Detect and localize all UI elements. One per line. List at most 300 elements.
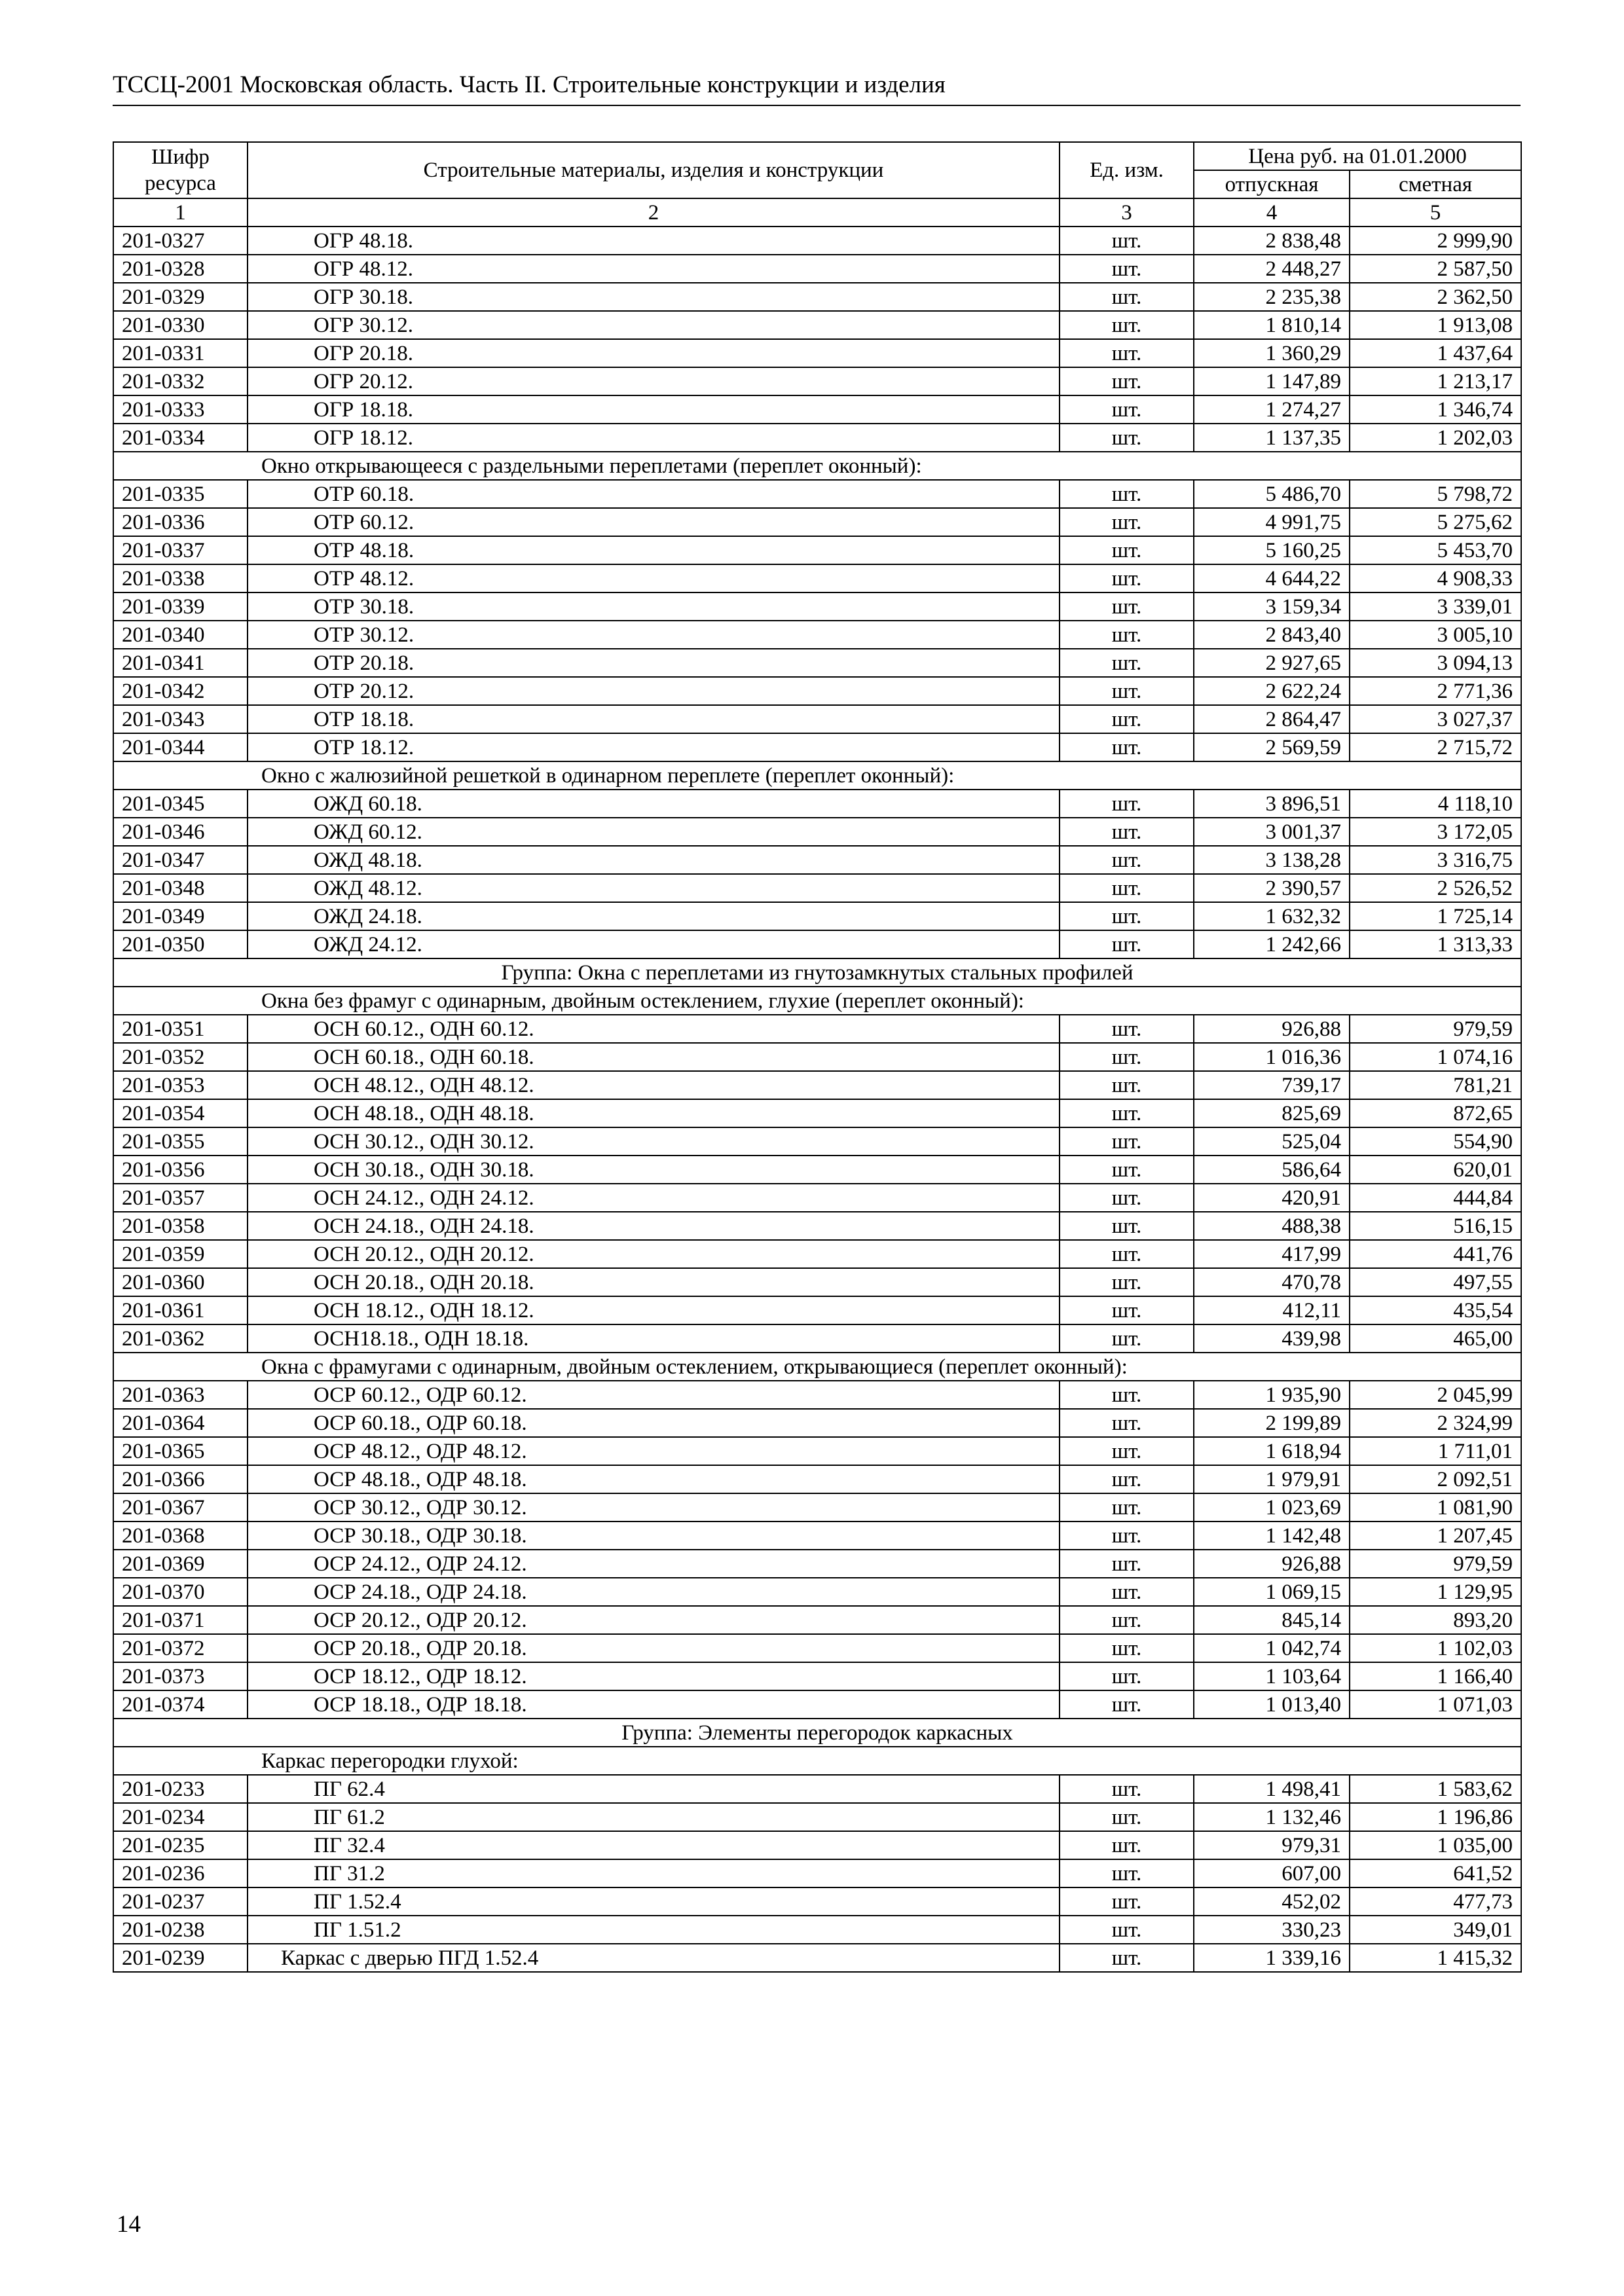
estimate-price: 477,73 bbox=[1350, 1887, 1521, 1916]
release-price: 739,17 bbox=[1194, 1071, 1350, 1099]
unit-of-measure: шт. bbox=[1060, 1803, 1194, 1831]
item-name: ОСР 18.12., ОДР 18.12. bbox=[248, 1662, 1060, 1690]
table-row bbox=[113, 1578, 1521, 1606]
subgroup-heading-row bbox=[113, 987, 1521, 1015]
table-row bbox=[113, 564, 1521, 592]
unit-of-measure: шт. bbox=[1060, 367, 1194, 395]
unit-of-measure: шт. bbox=[1060, 536, 1194, 564]
subgroup-heading-row bbox=[113, 452, 1521, 480]
estimate-price: 1 415,32 bbox=[1350, 1944, 1521, 1972]
item-name: ОТР 18.18. bbox=[248, 705, 1060, 733]
item-name: ОТР 60.12. bbox=[248, 508, 1060, 536]
subgroup-heading: Окна с фрамугами с одинарным, двойным остеклением, открывающиеся (переплет оконный): bbox=[113, 1353, 1521, 1381]
release-price: 420,91 bbox=[1194, 1184, 1350, 1212]
item-name: ОГР 48.18. bbox=[248, 227, 1060, 255]
resource-code: 201-0370 bbox=[113, 1578, 248, 1606]
resource-code: 201-0372 bbox=[113, 1634, 248, 1662]
release-price: 1 103,64 bbox=[1194, 1662, 1350, 1690]
estimate-price: 5 798,72 bbox=[1350, 480, 1521, 508]
column-number: 2 bbox=[248, 198, 1060, 227]
item-name: ОЖД 60.18. bbox=[248, 790, 1060, 818]
subgroup-heading: Окна без фрамуг с одинарным, двойным остеклением, глухие (переплет оконный): bbox=[113, 987, 1521, 1015]
resource-code: 201-0334 bbox=[113, 424, 248, 452]
table-row bbox=[113, 1775, 1521, 1803]
item-name: ОСН 20.12., ОДН 20.12. bbox=[248, 1240, 1060, 1268]
table-row bbox=[113, 733, 1521, 761]
table-row bbox=[113, 1212, 1521, 1240]
release-price: 2 569,59 bbox=[1194, 733, 1350, 761]
subgroup-heading: Каркас перегородки глухой: bbox=[113, 1747, 1521, 1775]
unit-of-measure: шт. bbox=[1060, 1550, 1194, 1578]
table-row bbox=[113, 1550, 1521, 1578]
resource-code: 201-0233 bbox=[113, 1775, 248, 1803]
item-name: ОГР 48.12. bbox=[248, 255, 1060, 283]
estimate-price: 2 999,90 bbox=[1350, 227, 1521, 255]
release-price: 1 632,32 bbox=[1194, 902, 1350, 930]
release-price: 1 042,74 bbox=[1194, 1634, 1350, 1662]
subgroup-heading: Окно с жалюзийной решеткой в одинарном переплете (переплет оконный): bbox=[113, 761, 1521, 790]
item-name: ОСР 20.12., ОДР 20.12. bbox=[248, 1606, 1060, 1634]
table-row bbox=[113, 1099, 1521, 1127]
release-price: 1 979,91 bbox=[1194, 1465, 1350, 1493]
header-code: Шифр ресурса bbox=[113, 142, 248, 198]
table-row bbox=[113, 367, 1521, 395]
resource-code: 201-0368 bbox=[113, 1522, 248, 1550]
resource-code: 201-0343 bbox=[113, 705, 248, 733]
resource-code: 201-0348 bbox=[113, 874, 248, 902]
header-unit: Ед. изм. bbox=[1060, 142, 1194, 198]
resource-code: 201-0338 bbox=[113, 564, 248, 592]
estimate-price: 516,15 bbox=[1350, 1212, 1521, 1240]
unit-of-measure: шт. bbox=[1060, 1578, 1194, 1606]
estimate-price: 2 362,50 bbox=[1350, 283, 1521, 311]
unit-of-measure: шт. bbox=[1060, 424, 1194, 452]
table-row bbox=[113, 1184, 1521, 1212]
resource-code: 201-0237 bbox=[113, 1887, 248, 1916]
estimate-price: 1 035,00 bbox=[1350, 1831, 1521, 1859]
table-row bbox=[113, 227, 1521, 255]
release-price: 926,88 bbox=[1194, 1550, 1350, 1578]
unit-of-measure: шт. bbox=[1060, 677, 1194, 705]
item-name: ОСН 18.12., ОДН 18.12. bbox=[248, 1296, 1060, 1324]
unit-of-measure: шт. bbox=[1060, 818, 1194, 846]
resource-code: 201-0329 bbox=[113, 283, 248, 311]
release-price: 470,78 bbox=[1194, 1268, 1350, 1296]
unit-of-measure: шт. bbox=[1060, 480, 1194, 508]
group-heading-row bbox=[113, 958, 1521, 987]
estimate-price: 4 908,33 bbox=[1350, 564, 1521, 592]
unit-of-measure: шт. bbox=[1060, 1465, 1194, 1493]
table-row bbox=[113, 1916, 1521, 1944]
unit-of-measure: шт. bbox=[1060, 1437, 1194, 1465]
table-row bbox=[113, 395, 1521, 424]
item-name: ОТР 48.18. bbox=[248, 536, 1060, 564]
release-price: 2 843,40 bbox=[1194, 621, 1350, 649]
item-name: ПГ 31.2 bbox=[248, 1859, 1060, 1887]
resource-code: 201-0341 bbox=[113, 649, 248, 677]
release-price: 525,04 bbox=[1194, 1127, 1350, 1156]
unit-of-measure: шт. bbox=[1060, 1071, 1194, 1099]
unit-of-measure: шт. bbox=[1060, 1409, 1194, 1437]
release-price: 845,14 bbox=[1194, 1606, 1350, 1634]
unit-of-measure: шт. bbox=[1060, 1775, 1194, 1803]
release-price: 1 810,14 bbox=[1194, 311, 1350, 339]
table-body bbox=[113, 227, 1521, 1972]
table-row bbox=[113, 1803, 1521, 1831]
resource-code: 201-0352 bbox=[113, 1043, 248, 1071]
resource-code: 201-0364 bbox=[113, 1409, 248, 1437]
resource-code: 201-0347 bbox=[113, 846, 248, 874]
unit-of-measure: шт. bbox=[1060, 790, 1194, 818]
estimate-price: 872,65 bbox=[1350, 1099, 1521, 1127]
group-heading: Группа: Окна с переплетами из гнутозамкнутых стальных профилей bbox=[113, 958, 1521, 987]
table-row bbox=[113, 1662, 1521, 1690]
item-name: ОГР 18.18. bbox=[248, 395, 1060, 424]
release-price: 2 622,24 bbox=[1194, 677, 1350, 705]
item-name: ОСН 30.12., ОДН 30.12. bbox=[248, 1127, 1060, 1156]
resource-code: 201-0328 bbox=[113, 255, 248, 283]
estimate-price: 1 213,17 bbox=[1350, 367, 1521, 395]
resource-code: 201-0359 bbox=[113, 1240, 248, 1268]
table-row bbox=[113, 480, 1521, 508]
release-price: 5 160,25 bbox=[1194, 536, 1350, 564]
release-price: 2 838,48 bbox=[1194, 227, 1350, 255]
unit-of-measure: шт. bbox=[1060, 1296, 1194, 1324]
table-row bbox=[113, 424, 1521, 452]
page-header-title: ТССЦ-2001 Московская область. Часть II. Строительные конструкции и изделия bbox=[113, 71, 946, 98]
subgroup-heading-row bbox=[113, 761, 1521, 790]
resource-code: 201-0369 bbox=[113, 1550, 248, 1578]
resource-code: 201-0351 bbox=[113, 1015, 248, 1043]
header-name: Строительные материалы, изделия и конструкции bbox=[248, 142, 1060, 198]
estimate-price: 1 346,74 bbox=[1350, 395, 1521, 424]
table-row bbox=[113, 902, 1521, 930]
release-price: 1 935,90 bbox=[1194, 1381, 1350, 1409]
release-price: 1 360,29 bbox=[1194, 339, 1350, 367]
table-row bbox=[113, 649, 1521, 677]
resource-code: 201-0357 bbox=[113, 1184, 248, 1212]
resource-code: 201-0356 bbox=[113, 1156, 248, 1184]
unit-of-measure: шт. bbox=[1060, 733, 1194, 761]
release-price: 5 486,70 bbox=[1194, 480, 1350, 508]
estimate-price: 1 074,16 bbox=[1350, 1043, 1521, 1071]
unit-of-measure: шт. bbox=[1060, 621, 1194, 649]
estimate-price: 3 005,10 bbox=[1350, 621, 1521, 649]
unit-of-measure: шт. bbox=[1060, 902, 1194, 930]
table-row bbox=[113, 1887, 1521, 1916]
item-name: ОСР 30.12., ОДР 30.12. bbox=[248, 1493, 1060, 1522]
release-price: 412,11 bbox=[1194, 1296, 1350, 1324]
release-price: 3 138,28 bbox=[1194, 846, 1350, 874]
table-row bbox=[113, 1690, 1521, 1719]
unit-of-measure: шт. bbox=[1060, 1634, 1194, 1662]
estimate-price: 979,59 bbox=[1350, 1550, 1521, 1578]
estimate-price: 2 715,72 bbox=[1350, 733, 1521, 761]
unit-of-measure: шт. bbox=[1060, 1184, 1194, 1212]
item-name: ОСР 18.18., ОДР 18.18. bbox=[248, 1690, 1060, 1719]
unit-of-measure: шт. bbox=[1060, 1381, 1194, 1409]
estimate-price: 641,52 bbox=[1350, 1859, 1521, 1887]
unit-of-measure: шт. bbox=[1060, 1522, 1194, 1550]
page-number: 14 bbox=[117, 2211, 141, 2238]
unit-of-measure: шт. bbox=[1060, 227, 1194, 255]
item-name: ОТР 30.12. bbox=[248, 621, 1060, 649]
release-price: 2 390,57 bbox=[1194, 874, 1350, 902]
unit-of-measure: шт. bbox=[1060, 1324, 1194, 1353]
table-row bbox=[113, 621, 1521, 649]
estimate-price: 497,55 bbox=[1350, 1268, 1521, 1296]
unit-of-measure: шт. bbox=[1060, 649, 1194, 677]
unit-of-measure: шт. bbox=[1060, 255, 1194, 283]
release-price: 2 864,47 bbox=[1194, 705, 1350, 733]
column-number: 4 bbox=[1194, 198, 1350, 227]
estimate-price: 441,76 bbox=[1350, 1240, 1521, 1268]
unit-of-measure: шт. bbox=[1060, 1831, 1194, 1859]
unit-of-measure: шт. bbox=[1060, 311, 1194, 339]
table-row bbox=[113, 1465, 1521, 1493]
item-name: ОСН18.18., ОДН 18.18. bbox=[248, 1324, 1060, 1353]
table-row bbox=[113, 1606, 1521, 1634]
unit-of-measure: шт. bbox=[1060, 1156, 1194, 1184]
item-name: ОСР 24.18., ОДР 24.18. bbox=[248, 1578, 1060, 1606]
estimate-price: 1 583,62 bbox=[1350, 1775, 1521, 1803]
item-name: ОЖД 48.12. bbox=[248, 874, 1060, 902]
estimate-price: 3 094,13 bbox=[1350, 649, 1521, 677]
estimate-price: 781,21 bbox=[1350, 1071, 1521, 1099]
table-row bbox=[113, 1944, 1521, 1972]
price-table bbox=[113, 141, 1522, 1973]
resource-code: 201-0365 bbox=[113, 1437, 248, 1465]
estimate-price: 2 324,99 bbox=[1350, 1409, 1521, 1437]
item-name: ОТР 20.18. bbox=[248, 649, 1060, 677]
release-price: 2 199,89 bbox=[1194, 1409, 1350, 1437]
table-row bbox=[113, 677, 1521, 705]
estimate-price: 620,01 bbox=[1350, 1156, 1521, 1184]
table-row bbox=[113, 283, 1521, 311]
unit-of-measure: шт. bbox=[1060, 1015, 1194, 1043]
table-row bbox=[113, 311, 1521, 339]
table-row bbox=[113, 705, 1521, 733]
estimate-price: 1 081,90 bbox=[1350, 1493, 1521, 1522]
unit-of-measure: шт. bbox=[1060, 1887, 1194, 1916]
unit-of-measure: шт. bbox=[1060, 1127, 1194, 1156]
release-price: 1 016,36 bbox=[1194, 1043, 1350, 1071]
resource-code: 201-0337 bbox=[113, 536, 248, 564]
release-price: 1 142,48 bbox=[1194, 1522, 1350, 1550]
table-row bbox=[113, 1127, 1521, 1156]
resource-code: 201-0235 bbox=[113, 1831, 248, 1859]
unit-of-measure: шт. bbox=[1060, 930, 1194, 958]
unit-of-measure: шт. bbox=[1060, 1493, 1194, 1522]
estimate-price: 3 027,37 bbox=[1350, 705, 1521, 733]
resource-code: 201-0360 bbox=[113, 1268, 248, 1296]
estimate-price: 1 102,03 bbox=[1350, 1634, 1521, 1662]
item-name: ОЖД 24.12. bbox=[248, 930, 1060, 958]
resource-code: 201-0342 bbox=[113, 677, 248, 705]
item-name: ОГР 18.12. bbox=[248, 424, 1060, 452]
table-row bbox=[113, 1381, 1521, 1409]
resource-code: 201-0340 bbox=[113, 621, 248, 649]
estimate-price: 3 339,01 bbox=[1350, 592, 1521, 621]
unit-of-measure: шт. bbox=[1060, 874, 1194, 902]
estimate-price: 5 275,62 bbox=[1350, 508, 1521, 536]
table-row bbox=[113, 1409, 1521, 1437]
unit-of-measure: шт. bbox=[1060, 339, 1194, 367]
column-number-row bbox=[113, 198, 1521, 227]
item-name: ОТР 60.18. bbox=[248, 480, 1060, 508]
estimate-price: 1 711,01 bbox=[1350, 1437, 1521, 1465]
unit-of-measure: шт. bbox=[1060, 395, 1194, 424]
resource-code: 201-0330 bbox=[113, 311, 248, 339]
item-name: ОЖД 60.12. bbox=[248, 818, 1060, 846]
table-row bbox=[113, 1296, 1521, 1324]
resource-code: 201-0344 bbox=[113, 733, 248, 761]
release-price: 1 023,69 bbox=[1194, 1493, 1350, 1522]
estimate-price: 1 437,64 bbox=[1350, 339, 1521, 367]
resource-code: 201-0367 bbox=[113, 1493, 248, 1522]
release-price: 3 001,37 bbox=[1194, 818, 1350, 846]
resource-code: 201-0373 bbox=[113, 1662, 248, 1690]
estimate-price: 349,01 bbox=[1350, 1916, 1521, 1944]
estimate-price: 4 118,10 bbox=[1350, 790, 1521, 818]
table-row bbox=[113, 255, 1521, 283]
estimate-price: 1 129,95 bbox=[1350, 1578, 1521, 1606]
item-name: ПГ 61.2 bbox=[248, 1803, 1060, 1831]
release-price: 4 991,75 bbox=[1194, 508, 1350, 536]
item-name: ОСР 60.12., ОДР 60.12. bbox=[248, 1381, 1060, 1409]
release-price: 330,23 bbox=[1194, 1916, 1350, 1944]
subgroup-heading: Окно открывающееся с раздельными переплетами (переплет оконный): bbox=[113, 452, 1521, 480]
release-price: 1 274,27 bbox=[1194, 395, 1350, 424]
resource-code: 201-0366 bbox=[113, 1465, 248, 1493]
item-name: ОТР 20.12. bbox=[248, 677, 1060, 705]
table-row bbox=[113, 1634, 1521, 1662]
estimate-price: 1 313,33 bbox=[1350, 930, 1521, 958]
resource-code: 201-0333 bbox=[113, 395, 248, 424]
release-price: 1 339,16 bbox=[1194, 1944, 1350, 1972]
table-row bbox=[113, 930, 1521, 958]
estimate-price: 444,84 bbox=[1350, 1184, 1521, 1212]
item-name: ОСН 48.12., ОДН 48.12. bbox=[248, 1071, 1060, 1099]
table-row bbox=[113, 846, 1521, 874]
release-price: 926,88 bbox=[1194, 1015, 1350, 1043]
estimate-price: 1 196,86 bbox=[1350, 1803, 1521, 1831]
unit-of-measure: шт. bbox=[1060, 1944, 1194, 1972]
unit-of-measure: шт. bbox=[1060, 1662, 1194, 1690]
item-name: ОСН 20.18., ОДН 20.18. bbox=[248, 1268, 1060, 1296]
item-name: ПГ 62.4 bbox=[248, 1775, 1060, 1803]
table-row bbox=[113, 1015, 1521, 1043]
subgroup-heading-row bbox=[113, 1747, 1521, 1775]
release-price: 1 132,46 bbox=[1194, 1803, 1350, 1831]
unit-of-measure: шт. bbox=[1060, 1606, 1194, 1634]
group-heading-row bbox=[113, 1719, 1521, 1747]
resource-code: 201-0354 bbox=[113, 1099, 248, 1127]
item-name: ОСН 24.18., ОДН 24.18. bbox=[248, 1212, 1060, 1240]
item-name: ОСР 30.18., ОДР 30.18. bbox=[248, 1522, 1060, 1550]
unit-of-measure: шт. bbox=[1060, 1268, 1194, 1296]
estimate-price: 2 587,50 bbox=[1350, 255, 1521, 283]
release-price: 417,99 bbox=[1194, 1240, 1350, 1268]
estimate-price: 3 316,75 bbox=[1350, 846, 1521, 874]
item-name: ОЖД 24.18. bbox=[248, 902, 1060, 930]
item-name: ОСН 48.18., ОДН 48.18. bbox=[248, 1099, 1060, 1127]
release-price: 1 498,41 bbox=[1194, 1775, 1350, 1803]
group-heading: Группа: Элементы перегородок каркасных bbox=[113, 1719, 1521, 1747]
estimate-price: 1 166,40 bbox=[1350, 1662, 1521, 1690]
estimate-price: 1 071,03 bbox=[1350, 1690, 1521, 1719]
estimate-price: 3 172,05 bbox=[1350, 818, 1521, 846]
header-price: Цена руб. на 01.01.2000 bbox=[1194, 142, 1521, 170]
header-release-price: отпускная bbox=[1194, 170, 1350, 198]
estimate-price: 979,59 bbox=[1350, 1015, 1521, 1043]
item-name: ОГР 20.12. bbox=[248, 367, 1060, 395]
release-price: 2 235,38 bbox=[1194, 283, 1350, 311]
item-name: ОСР 60.18., ОДР 60.18. bbox=[248, 1409, 1060, 1437]
resource-code: 201-0363 bbox=[113, 1381, 248, 1409]
unit-of-measure: шт. bbox=[1060, 705, 1194, 733]
resource-code: 201-0345 bbox=[113, 790, 248, 818]
release-price: 4 644,22 bbox=[1194, 564, 1350, 592]
resource-code: 201-0349 bbox=[113, 902, 248, 930]
item-name: ОСР 48.12., ОДР 48.12. bbox=[248, 1437, 1060, 1465]
item-name: ПГ 1.52.4 bbox=[248, 1887, 1060, 1916]
estimate-price: 1 202,03 bbox=[1350, 424, 1521, 452]
resource-code: 201-0353 bbox=[113, 1071, 248, 1099]
table-row bbox=[113, 536, 1521, 564]
estimate-price: 893,20 bbox=[1350, 1606, 1521, 1634]
estimate-price: 2 526,52 bbox=[1350, 874, 1521, 902]
table-row bbox=[113, 874, 1521, 902]
table-row bbox=[113, 818, 1521, 846]
release-price: 586,64 bbox=[1194, 1156, 1350, 1184]
release-price: 2 448,27 bbox=[1194, 255, 1350, 283]
resource-code: 201-0371 bbox=[113, 1606, 248, 1634]
item-name: ОСР 24.12., ОДР 24.12. bbox=[248, 1550, 1060, 1578]
table-row bbox=[113, 1240, 1521, 1268]
estimate-price: 2 045,99 bbox=[1350, 1381, 1521, 1409]
release-price: 1 013,40 bbox=[1194, 1690, 1350, 1719]
table-row bbox=[113, 1831, 1521, 1859]
table-row bbox=[113, 339, 1521, 367]
resource-code: 201-0238 bbox=[113, 1916, 248, 1944]
item-name: ОГР 30.18. bbox=[248, 283, 1060, 311]
estimate-price: 1 913,08 bbox=[1350, 311, 1521, 339]
item-name: ОСН 30.18., ОДН 30.18. bbox=[248, 1156, 1060, 1184]
table-row bbox=[113, 508, 1521, 536]
release-price: 452,02 bbox=[1194, 1887, 1350, 1916]
unit-of-measure: шт. bbox=[1060, 592, 1194, 621]
item-name: Каркас с дверью ПГД 1.52.4 bbox=[248, 1944, 1060, 1972]
table-row bbox=[113, 1043, 1521, 1071]
table-row bbox=[113, 1493, 1521, 1522]
resource-code: 201-0350 bbox=[113, 930, 248, 958]
item-name: ОСН 24.12., ОДН 24.12. bbox=[248, 1184, 1060, 1212]
resource-code: 201-0234 bbox=[113, 1803, 248, 1831]
estimate-price: 1 725,14 bbox=[1350, 902, 1521, 930]
subgroup-heading-row bbox=[113, 1353, 1521, 1381]
unit-of-measure: шт. bbox=[1060, 1859, 1194, 1887]
item-name: ОСР 48.18., ОДР 48.18. bbox=[248, 1465, 1060, 1493]
unit-of-measure: шт. bbox=[1060, 1043, 1194, 1071]
item-name: ОГР 30.12. bbox=[248, 311, 1060, 339]
table-row bbox=[113, 1071, 1521, 1099]
resource-code: 201-0327 bbox=[113, 227, 248, 255]
release-price: 488,38 bbox=[1194, 1212, 1350, 1240]
unit-of-measure: шт. bbox=[1060, 1690, 1194, 1719]
item-name: ОСР 20.18., ОДР 20.18. bbox=[248, 1634, 1060, 1662]
release-price: 3 159,34 bbox=[1194, 592, 1350, 621]
